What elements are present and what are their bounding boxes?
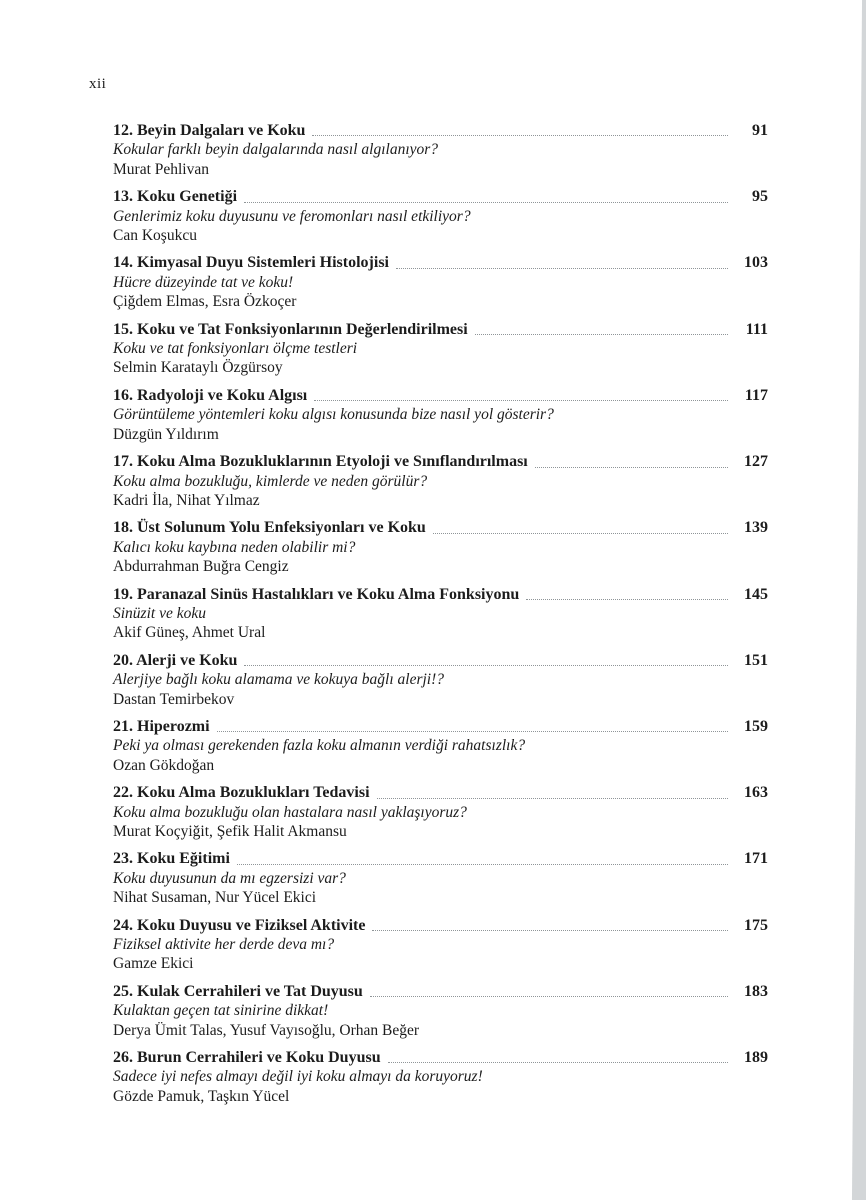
toc-entry-page-number: 103 [744,254,768,272]
toc-entry-title-text: Paranazal Sinüs Hastalıkları ve Koku Alma Fonksiyonu [137,585,520,603]
toc-entry-page-number: 189 [744,1049,768,1067]
toc-entry-page-number: 91 [752,122,768,139]
toc-entry-subtitle: Kalıcı koku kaybına neden olabilir mi? [113,538,356,556]
toc-entry-title-row [113,982,768,1001]
dotted-leader [237,864,728,865]
dotted-leader [312,135,728,136]
toc-entry-page-number: 151 [744,651,768,669]
toc-entry-title [113,982,363,1001]
toc-entry-title-text: Koku Eğitimi [137,850,230,868]
toc-entry [113,121,768,179]
dotted-leader [370,996,728,997]
toc-entry-title-row [113,386,768,405]
toc-entry-title-text: Burun Cerrahileri ve Koku Duyusu [137,1049,381,1067]
toc-entry [113,320,768,378]
toc-entry-authors: Ozan Gökdoğan [113,756,215,774]
toc-entry-page-number: 183 [744,982,768,1000]
toc-entry-title [113,121,305,140]
toc-entry-number: 23. [113,850,133,868]
toc-entry-number: 15. [113,320,133,338]
toc-entry-subtitle: Koku duyusunun da mı egzersizi var? [113,869,346,887]
toc-entry [113,982,768,1040]
toc-entry-number: 25. [113,982,133,1000]
toc-entry-number: 26. [113,1049,133,1067]
toc-entry-subtitle: Görüntüleme yöntemleri koku algısı konusunda bize nasıl yol gösterir? [113,406,554,424]
toc-entry-authors: Dastan Temirbekov [113,690,235,708]
dotted-leader [377,798,728,799]
toc-entry-page-number: 145 [744,585,768,603]
toc-entry-authors: Murat Koçyiğit, Şefik Halit Akmansu [113,823,347,840]
toc-entry-title-row [113,1048,768,1067]
toc-entry-authors: Çiğdem Elmas, Esra Özkoçer [113,293,297,311]
toc-entry-page-number: 159 [744,717,768,735]
toc-entry-page-number: 163 [744,784,768,802]
toc-entry-title-row [113,253,768,272]
toc-entry [113,518,768,576]
toc-entry-number: 24. [113,916,133,934]
toc-entry-page-number: 139 [744,519,768,537]
toc-entry-subtitle: Koku alma bozukluğu, kimlerde ve neden görülür? [113,472,428,490]
toc-entry [113,849,768,907]
toc-entry-title-text: Koku Duyusu ve Fiziksel Aktivite [137,916,366,934]
toc-entry-title-text: Beyin Dalgaları ve Koku [137,122,306,139]
toc-entry-title-text: Koku ve Tat Fonksiyonlarının Değerlendirilmesi [137,320,468,338]
table-of-contents [113,121,768,1114]
toc-entry-title [113,320,468,339]
toc-entry-authors: Selmin Karataylı Özgürsoy [113,359,283,377]
toc-entry-number: 21. [113,717,133,735]
toc-entry-subtitle: Alerjiye bağlı koku alamama ve kokuya bağlı alerji!? [113,671,445,689]
dotted-leader [244,665,728,666]
toc-entry-title [113,253,389,272]
toc-entry-title-text: Alerji ve Koku [136,651,238,669]
toc-entry-number: 19. [113,585,133,603]
toc-entry-title [113,187,237,206]
toc-entry-title-text: Kimyasal Duyu Sistemleri Histolojisi [137,254,389,272]
toc-entry-number: 20. [113,651,133,669]
dotted-leader [526,599,728,600]
toc-entry [113,651,768,709]
toc-entry-authors: Kadri İla, Nihat Yılmaz [113,491,260,509]
toc-entry-page-number: 111 [745,320,768,338]
toc-entry-authors: Akif Güneş, Ahmet Ural [113,624,266,642]
toc-entry-number: 13. [113,188,133,206]
dotted-leader [217,731,728,732]
toc-entry-number: 14. [113,254,133,272]
toc-entry [113,452,768,510]
toc-entry-title-row [113,187,768,206]
toc-entry-subtitle: Hücre düzeyinde tat ve koku! [113,273,294,291]
toc-entry-number: 17. [113,453,133,471]
toc-entry [113,916,768,974]
toc-entry-title [113,783,370,802]
dotted-leader [433,533,728,534]
toc-entry-authors: Can Koşukcu [113,227,197,245]
toc-entry-authors: Gözde Pamuk, Taşkın Yücel [113,1087,290,1105]
toc-entry-subtitle: Sadece iyi nefes almayı değil iyi koku almayı da koruyoruz! [113,1068,483,1086]
toc-entry-title-row [113,452,768,471]
dotted-leader [388,1062,728,1063]
toc-entry-number: 12. [113,122,133,139]
toc-entry-subtitle: Koku alma bozukluğu olan hastalara nasıl yaklaşıyoruz? [113,803,467,821]
toc-entry-page-number: 127 [744,453,768,471]
dotted-leader [475,334,728,335]
toc-entry-authors: Düzgün Yıldırım [113,425,219,443]
toc-entry-title-row [113,518,768,537]
toc-entry-title-row [113,320,768,339]
scan-edge-shadow [848,0,866,1200]
toc-entry-page-number: 117 [744,386,768,404]
dotted-leader [244,202,728,203]
toc-entry-title [113,916,365,935]
toc-entry-subtitle: Kulaktan geçen tat sinirine dikkat! [113,1002,329,1020]
toc-entry-title-text: Radyoloji ve Koku Algısı [137,386,308,404]
toc-entry-title-row [113,585,768,604]
toc-entry-title-row [113,849,768,868]
toc-entry [113,386,768,444]
toc-entry-number: 22. [113,784,133,802]
toc-entry-authors: Gamze Ekici [113,955,194,973]
toc-entry-number: 18. [113,519,133,537]
toc-entry-title-text: Hiperozmi [137,717,210,735]
toc-entry-title [113,585,519,604]
toc-entry-title [113,717,210,736]
toc-entry-title-row [113,717,768,736]
toc-entry [113,187,768,245]
toc-entry-subtitle: Fiziksel aktivite her derde deva mı? [113,936,335,954]
toc-entry-authors: Nihat Susaman, Nur Yücel Ekici [113,889,317,907]
dotted-leader [372,930,728,931]
toc-entry-authors: Derya Ümit Talas, Yusuf Vayısoğlu, Orhan Beğer [113,1021,419,1039]
toc-entry-subtitle: Genlerimiz koku duyusunu ve feromonları nasıl etkiliyor? [113,207,471,225]
dotted-leader [314,400,728,401]
toc-entry-page-number: 175 [744,916,768,934]
toc-entry-page-number: 171 [744,850,768,868]
toc-entry-title [113,518,426,537]
toc-entry-title-text: Kulak Cerrahileri ve Tat Duyusu [137,982,363,1000]
toc-entry-title-row [113,121,768,140]
toc-entry [113,783,768,841]
toc-entry-subtitle: Sinüzit ve koku [113,604,206,622]
toc-entry-subtitle: Peki ya olması gerekenden fazla koku almanın verdiği rahatsızlık? [113,737,526,755]
toc-entry-title-row [113,783,768,802]
toc-entry-authors: Murat Pehlivan [113,160,209,178]
toc-entry [113,253,768,311]
toc-entry-title [113,386,307,405]
toc-entry-title-row [113,916,768,935]
toc-entry-subtitle: Kokular farklı beyin dalgalarında nasıl algılanıyor? [113,141,439,159]
toc-entry-title-text: Üst Solunum Yolu Enfeksiyonları ve Koku [137,519,426,537]
dotted-leader [396,268,728,269]
toc-entry-title-text: Koku Alma Bozuklukları Tedavisi [137,784,370,802]
toc-entry-page-number: 95 [752,188,768,206]
toc-entry-title-row [113,651,768,670]
toc-entry-title-text: Koku Alma Bozukluklarının Etyoloji ve Sınıflandırılması [137,453,528,471]
toc-entry-subtitle: Koku ve tat fonksiyonları ölçme testleri [113,340,358,358]
toc-entry-title [113,1048,381,1067]
toc-entry-title [113,849,230,868]
toc-entry-title [113,651,237,670]
toc-entry-number: 16. [113,386,133,404]
toc-entry [113,717,768,775]
toc-entry-title [113,452,528,471]
toc-entry [113,1048,768,1106]
toc-entry-title-text: Koku Genetiği [137,188,238,206]
toc-entry-authors: Abdurrahman Buğra Cengiz [113,558,289,576]
dotted-leader [535,467,728,468]
page-number-folio: xii [89,76,107,92]
toc-entry [113,585,768,643]
